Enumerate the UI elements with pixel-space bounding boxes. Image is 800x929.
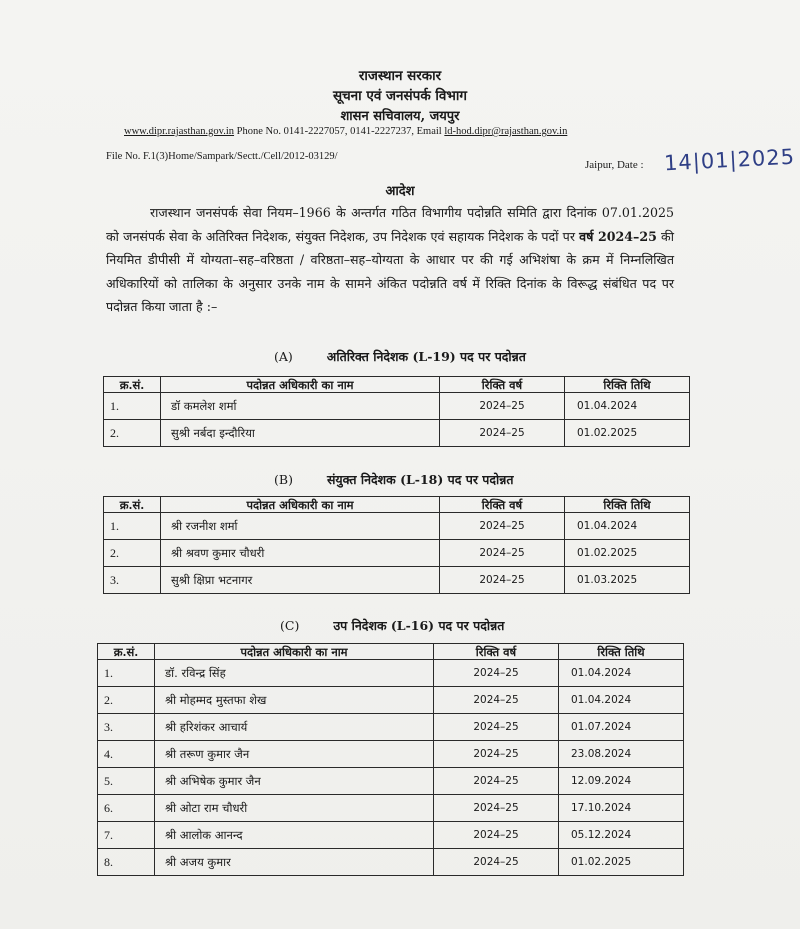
col-year: रिक्ति वर्ष [440, 377, 565, 393]
cell-name: श्री ओटा राम चौधरी [155, 795, 434, 822]
cell-sn: 3. [104, 567, 161, 594]
order-title: आदेश [385, 184, 415, 199]
cell-name: डॉ. रविन्द्र सिंह [155, 660, 434, 687]
order-year-bold: वर्ष 2024–25 [579, 228, 657, 244]
govt-heading: राजस्थान सरकार [358, 68, 442, 84]
col-name: पदोन्नत अधिकारी का नाम [161, 497, 440, 513]
col-sn: क्र.सं. [104, 377, 161, 393]
cell-sn: 1. [104, 513, 161, 540]
cell-date: 01.02.2025 [565, 540, 690, 567]
section-title: संयुक्त निदेशक (L-18) पद पर पदोन्नत [326, 472, 514, 487]
cell-date: 01.02.2025 [565, 420, 690, 447]
cell-name: सुश्री नर्बदा इन्दौरिया [161, 420, 440, 447]
col-name: पदोन्नत अधिकारी का नाम [155, 644, 434, 660]
section-label: (B) [274, 472, 293, 487]
cell-date: 01.07.2024 [559, 714, 684, 741]
cell-date: 01.04.2024 [565, 513, 690, 540]
cell-name: सुश्री क्षिप्रा भटनागर [161, 567, 440, 594]
cell-year: 2024–25 [434, 768, 559, 795]
date-label: Jaipur, Date : [585, 159, 644, 171]
section-label: (A) [274, 349, 293, 364]
cell-year: 2024–25 [440, 420, 565, 447]
col-year: रिक्ति वर्ष [434, 644, 559, 660]
cell-year: 2024–25 [434, 687, 559, 714]
cell-name: डॉ कमलेश शर्मा [161, 393, 440, 420]
cell-year: 2024–25 [434, 849, 559, 876]
cell-sn: 6. [98, 795, 155, 822]
order-text-1: राजस्थान जनसंपर्क सेवा नियम–1966 के अन्तर्गत गठित विभागीय पदोन्नति समिति द्वारा दिनांक 07.01.2025 को जनसंपर्क सेवा के अतिरिक्त निदेशक, संयुक्त निदेशक, उप निदेशक एवं सहायक निदेशक के पदों पर [106, 205, 674, 244]
cell-sn: 2. [98, 687, 155, 714]
section-label: (C) [280, 618, 300, 633]
cell-sn: 1. [98, 660, 155, 687]
cell-year: 2024–25 [440, 393, 565, 420]
email-label: Email [416, 126, 442, 137]
handwritten-date: 14|01|2025 [663, 144, 796, 176]
cell-date: 12.09.2024 [559, 768, 684, 795]
section-title: उप निदेशक (L-16) पद पर पदोन्नत [333, 618, 505, 633]
cell-date: 01.02.2025 [559, 849, 684, 876]
order-paragraph [106, 201, 674, 319]
table-section-a [103, 376, 690, 447]
cell-date: 01.04.2024 [559, 687, 684, 714]
cell-date: 01.04.2024 [565, 393, 690, 420]
cell-sn: 1. [104, 393, 161, 420]
cell-name: श्री तरूण कुमार जैन [155, 741, 434, 768]
cell-sn: 2. [104, 420, 161, 447]
contact-line [124, 126, 567, 137]
cell-date: 05.12.2024 [559, 822, 684, 849]
table-row [98, 741, 684, 768]
col-date: रिक्ति तिथि [565, 497, 690, 513]
cell-year: 2024–25 [434, 741, 559, 768]
cell-sn: 5. [98, 768, 155, 795]
website-link[interactable]: www.dipr.rajasthan.gov.in [124, 126, 235, 137]
email-link[interactable]: ld-hod.dipr@rajasthan.gov.in [444, 126, 568, 137]
file-number: File No. F.1(3)Home/Sampark/Sectt./Cell/2012-03129/ [106, 151, 338, 162]
section-c-heading [280, 617, 504, 634]
cell-sn: 8. [98, 849, 155, 876]
cell-year: 2024–25 [440, 513, 565, 540]
cell-year: 2024–25 [434, 714, 559, 741]
order-text-2: की नियमित डीपीसी में योग्यता–सह–वरिष्ठता / वरिष्ठता–सह–योग्यता के आधार पर की गई अभिशंषा के क्रम में निम्नलिखित अधिकारियों को तालिका के अनुसार उनके नाम के सामने अंकित पदोन्नति वर्ष में रिक्ति दिनांक के विरूद्ध संबंधित पद पर पदोन्नत किया जाता है :– [106, 228, 674, 314]
table-header-row [104, 377, 690, 393]
department-heading: सूचना एवं जनसंपर्क विभाग [332, 88, 468, 104]
cell-name: श्री मोहम्मद मुस्तफा शेख [155, 687, 434, 714]
table-header-row [104, 497, 690, 513]
table-header-row [98, 644, 684, 660]
cell-name: श्री आलोक आनन्द [155, 822, 434, 849]
table-row [104, 393, 690, 420]
table-row [98, 822, 684, 849]
cell-sn: 4. [98, 741, 155, 768]
cell-name: श्री रजनीश शर्मा [161, 513, 440, 540]
table-row [104, 513, 690, 540]
table-section-c [97, 643, 684, 876]
col-date: रिक्ति तिथि [559, 644, 684, 660]
section-title: अतिरिक्त निदेशक (L-19) पद पर पदोन्नत [326, 349, 526, 364]
cell-date: 01.04.2024 [559, 660, 684, 687]
table-row [98, 768, 684, 795]
cell-year: 2024–25 [434, 822, 559, 849]
cell-year: 2024–25 [440, 567, 565, 594]
table-row [98, 849, 684, 876]
col-year: रिक्ति वर्ष [440, 497, 565, 513]
cell-name: श्री श्रवण कुमार चौधरी [161, 540, 440, 567]
cell-sn: 3. [98, 714, 155, 741]
table-row [98, 795, 684, 822]
col-sn: क्र.सं. [104, 497, 161, 513]
table-row [104, 540, 690, 567]
table-row [98, 687, 684, 714]
cell-date: 23.08.2024 [559, 741, 684, 768]
table-section-b [103, 496, 690, 594]
cell-sn: 7. [98, 822, 155, 849]
cell-year: 2024–25 [434, 795, 559, 822]
cell-name: श्री अजय कुमार [155, 849, 434, 876]
cell-year: 2024–25 [440, 540, 565, 567]
cell-sn: 2. [104, 540, 161, 567]
table-row [98, 660, 684, 687]
cell-date: 17.10.2024 [559, 795, 684, 822]
table-row [104, 567, 690, 594]
table-row [104, 420, 690, 447]
cell-date: 01.03.2025 [565, 567, 690, 594]
col-name: पदोन्नत अधिकारी का नाम [161, 377, 440, 393]
col-date: रिक्ति तिथि [565, 377, 690, 393]
phone-numbers: Phone No. 0141-2227057, 0141-2227237, [236, 126, 414, 137]
cell-name: श्री हरिशंकर आचार्य [155, 714, 434, 741]
cell-name: श्री अभिषेक कुमार जैन [155, 768, 434, 795]
cell-year: 2024–25 [434, 660, 559, 687]
section-a-heading [274, 348, 526, 365]
col-sn: क्र.सं. [98, 644, 155, 660]
table-row [98, 714, 684, 741]
section-b-heading [274, 471, 514, 488]
secretariat-heading: शासन सचिवालय, जयपुर [340, 109, 460, 124]
